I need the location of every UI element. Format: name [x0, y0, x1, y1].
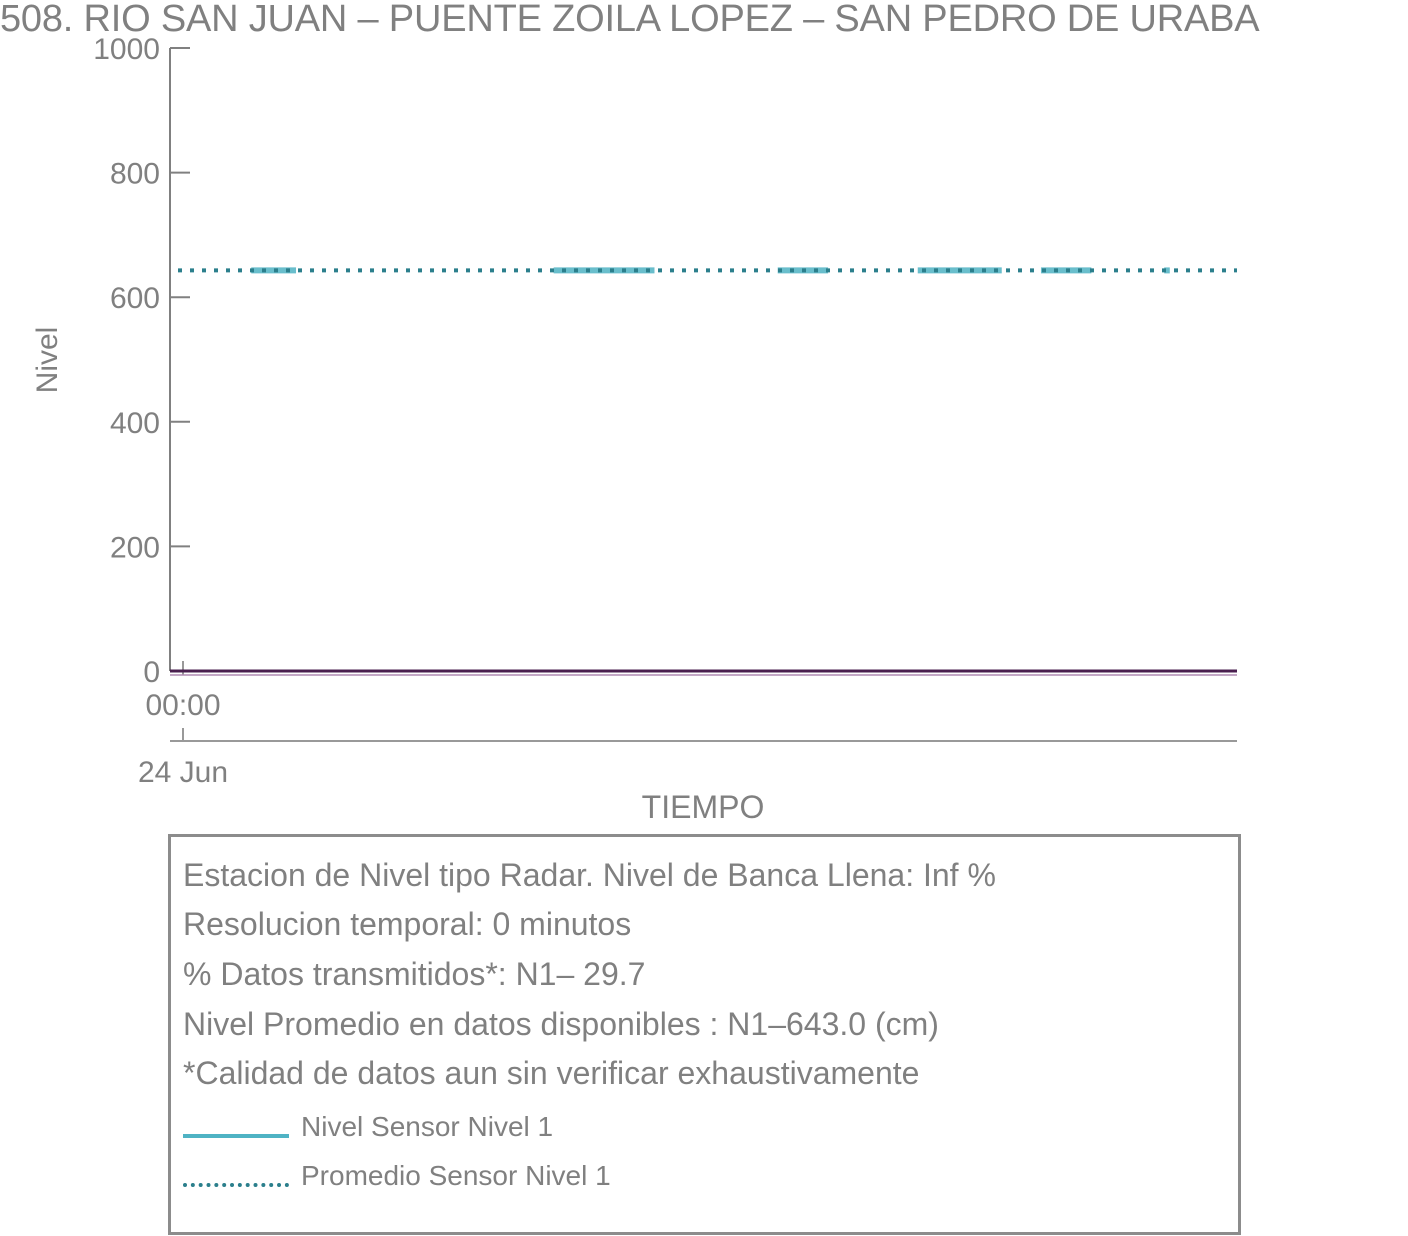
- y-tick-label: 1000: [93, 33, 160, 66]
- x-axis-label: TIEMPO: [641, 789, 765, 825]
- y-tick-label: 800: [109, 157, 160, 191]
- info-line-transmitted: % Datos transmitidos*: N1– 29.7: [183, 956, 646, 992]
- y-tick-label: 200: [109, 531, 160, 565]
- y-axis-label: Nivel: [31, 326, 64, 394]
- y-tick-label: 0: [143, 656, 160, 689]
- info-line-quality-note: *Calidad de datos aun sin verificar exhaustivamente: [183, 1055, 920, 1091]
- y-tick-label: 400: [109, 406, 160, 440]
- legend-swatch-level-sensor: [183, 1134, 289, 1138]
- info-line-station: Estacion de Nivel tipo Radar. Nivel de Banca Llena: Inf %: [183, 857, 996, 893]
- info-line-average: Nivel Promedio en datos disponibles : N1–643.0 (cm): [183, 1006, 939, 1042]
- x-tick-label-time: 00:00: [145, 689, 221, 722]
- plot-series: [170, 270, 1237, 675]
- info-legend-box: [168, 834, 1241, 1235]
- x-axis: [138, 661, 1237, 789]
- y-tick-label: 600: [109, 282, 160, 316]
- x-tick-label-date: 24 Jun: [137, 756, 229, 789]
- chart-title: 508. RIO SAN JUAN – PUENTE ZOILA LOPEZ – SAN PEDRO DE URABA: [0, 0, 1260, 40]
- y-axis: [93, 33, 190, 689]
- info-line-resolution: Resolucion temporal: 0 minutos: [183, 906, 632, 942]
- legend-label-average-sensor: Promedio Sensor Nivel 1: [301, 1160, 611, 1191]
- legend-swatch-average-sensor: [183, 1183, 289, 1187]
- legend-label-level-sensor: Nivel Sensor Nivel 1: [301, 1111, 554, 1142]
